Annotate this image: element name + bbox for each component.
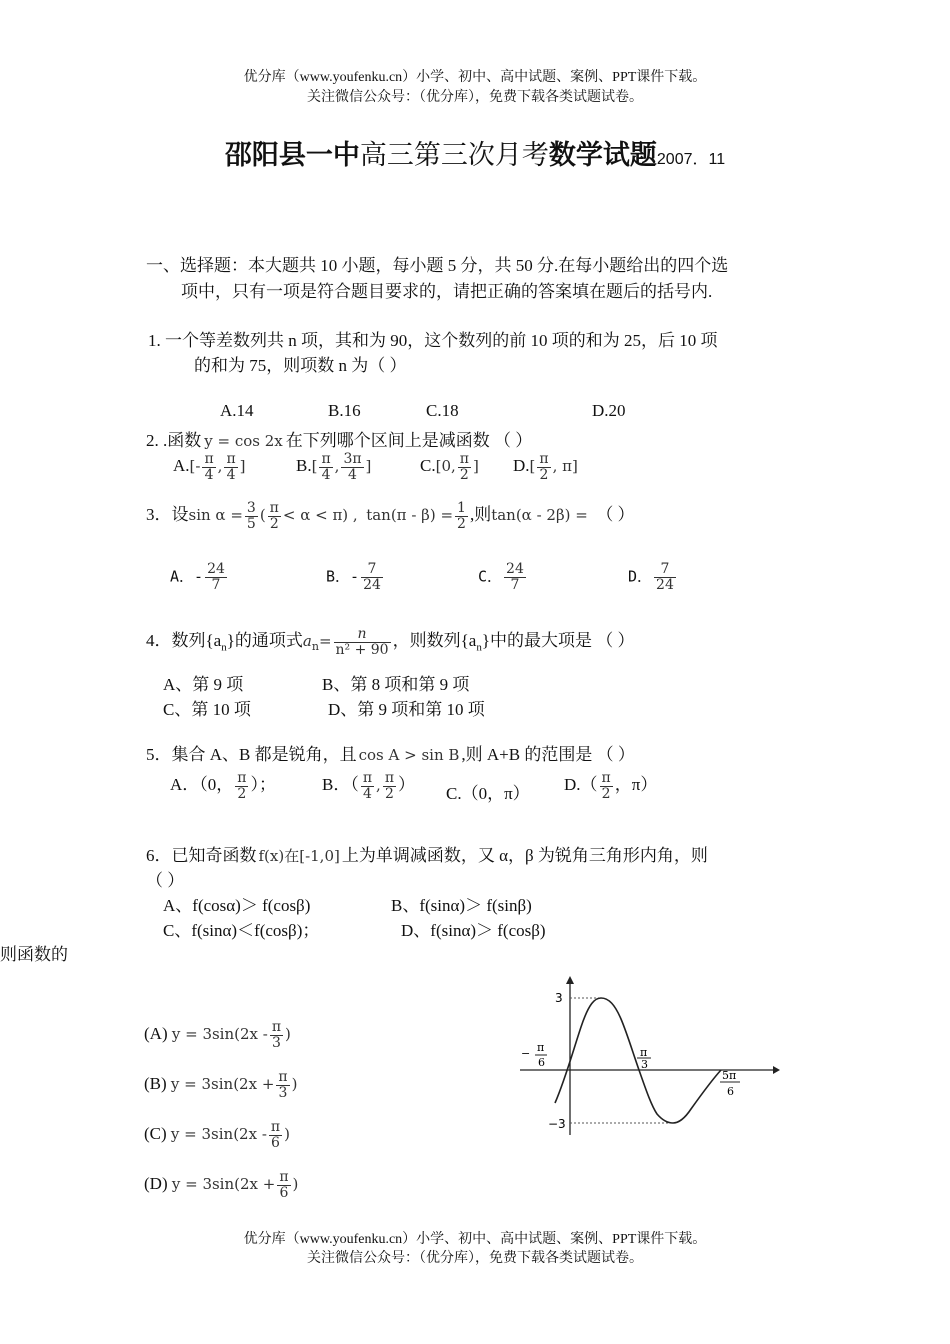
svg-text:6: 6	[727, 1085, 734, 1098]
page-header-line2: 关注微信公众号：（优分库），免费下载各类试题试卷。	[307, 90, 643, 105]
q2-option-a: A.[- $\frac{\pi}{4}$ , $\frac{\pi}{4}$ ]	[173, 451, 246, 483]
title-date: 2007．11	[656, 151, 726, 168]
title-subject: 数学试题	[548, 140, 657, 170]
q1-option-d: D.20	[592, 401, 626, 420]
q1-option-a: A.14	[220, 401, 254, 420]
q4-option-b: B、第 8 项和第 9 项	[322, 675, 470, 694]
svg-text:3: 3	[641, 1058, 648, 1071]
svg-text:6: 6	[538, 1056, 545, 1069]
q7-option-a: (A) y = 3sin(2x - $\frac{\pi}{3}$ )	[144, 1019, 291, 1051]
q3-option-d: D． $\frac{7}{24}$	[628, 561, 674, 593]
q3-option-b: B．- $\frac{7}{24}$	[326, 561, 381, 593]
q1-option-c: C.18	[426, 401, 459, 420]
y-min-label: −3	[548, 1117, 566, 1131]
q2-stem	[146, 426, 532, 451]
q4-stem: 4．数列$\{a_n\}$的通项式$a_n=$ $\frac{n}{\text{n² + 90}}$ ，则数列$\{a_n\}$中的最大项是 （ ）	[146, 625, 635, 658]
title-school: 邵阳县一中	[224, 140, 360, 170]
sine-curve	[555, 998, 721, 1123]
x-label-pi-3	[637, 1046, 651, 1071]
y-max-label: 3	[555, 991, 563, 1005]
q7-option-c: (C) y = 3sin(2x - $\frac{\pi}{6}$ )	[144, 1119, 290, 1151]
q1-line1: 1. 一个等差数列共 n 项，其和为 90，这个数列的前 10 项的和为 25，后 10 项	[148, 331, 718, 350]
q2-prefix: 2. .函数	[146, 431, 202, 450]
q5-option-a: A．（0， $\frac{\pi}{2}$ ）；	[170, 769, 276, 802]
q7-option-d: (D) y = 3sin(2x + $\frac{\pi}{6}$ )	[144, 1169, 299, 1201]
q1-line2: 的和为 75，则项数 n 为（ ）	[194, 356, 407, 375]
section-heading-line2: 项中，只有一项是符合题目要求的，请把正确的答案填在题后的括号内.	[181, 282, 713, 301]
svg-text:π: π	[537, 1041, 545, 1054]
q6-option-a: A、f(cosα)＞ f(cosβ)	[163, 896, 311, 915]
page-title	[0, 133, 950, 172]
svg-text:π: π	[640, 1046, 648, 1059]
q6-stem: 6．已知奇函数 f(x)在[-1,0] 上为单调减函数，又 α，β 为锐角三角形内角，则	[146, 846, 708, 865]
q2-option-c: C.[0, $\frac{\pi}{2}$ ]	[420, 451, 479, 483]
q6-option-c: C、f(sinα)＜f(cosβ)；	[163, 921, 320, 940]
q2-suffix: 在下列哪个区间上是减函数 （ ）	[285, 431, 533, 450]
q6-option-d: D、f(sinα)＞ f(cosβ)	[401, 921, 546, 940]
q4-option-d: D、第 9 项和第 10 项	[328, 700, 485, 719]
page-footer-line1: 优分库（www.youfenku.cn）小学、初中、高中试题、案例、PPT课件下载。	[243, 1232, 707, 1247]
page-footer-line2: 关注微信公众号：（优分库），免费下载各类试题试卷。	[307, 1251, 643, 1266]
q5-option-b: B．（ $\frac{\pi}{4}$ , $\frac{\pi}{2}$ ）	[322, 769, 416, 802]
q7-intro: 则函数的	[0, 945, 68, 964]
q1-option-b: B.16	[328, 401, 361, 420]
q6-option-b: B、f(sinα)＞ f(sinβ)	[391, 896, 532, 915]
svg-text:−: −	[521, 1047, 531, 1060]
q5-option-c: C.（0，π）	[446, 784, 530, 803]
q2-formula: y = cos 2x	[204, 432, 283, 450]
sine-graph	[515, 975, 780, 1140]
q3-option-c: C． $\frac{24}{7}$	[478, 561, 524, 593]
svg-text:5π: 5π	[722, 1069, 737, 1082]
q5-option-d: D.（ $\frac{\pi}{2}$ ，π）	[564, 769, 658, 802]
x-label-5pi-6	[720, 1069, 740, 1098]
q2-option-b: B.[ $\frac{\pi}{4}$ , $\frac{3\pi}{4}$ ]	[296, 451, 372, 483]
x-axis-arrow	[773, 1066, 780, 1074]
title-exam: 高三第三次月考	[359, 140, 549, 170]
q6-blank: （ ）	[146, 871, 185, 890]
q4-option-c: C、第 10 项	[163, 700, 251, 719]
section-heading-line1: 一、选择题：本大题共 10 小题，每小题 5 分，共 50 分.在每小题给出的四个选	[146, 256, 729, 275]
x-label-neg-pi-6	[521, 1041, 547, 1069]
page-header-line1: 优分库（www.youfenku.cn）小学、初中、高中试题、案例、PPT课件下载。	[243, 70, 707, 85]
q5-stem: 5．集合 A、B 都是锐角，且 cos A > sin B ,则 A+B 的范围是 （ ）	[146, 745, 635, 764]
q3-stem: 3．设sin α = $\frac{3}{5}$ ( $\frac{\pi}{2}$ < α < π) , tan(π - β) = $\frac{1}{2}$ ,则tan(α - 2β) = （ ）	[146, 499, 635, 532]
q7-option-b: (B) y = 3sin(2x + $\frac{\pi}{3}$ )	[144, 1069, 298, 1101]
q2-option-d: D.[ $\frac{\pi}{2}$ , π]	[513, 451, 578, 483]
q4-option-a: A、第 9 项	[163, 675, 244, 694]
q3-option-a: A．- $\frac{24}{7}$	[170, 561, 225, 593]
y-axis-arrow	[566, 976, 574, 984]
